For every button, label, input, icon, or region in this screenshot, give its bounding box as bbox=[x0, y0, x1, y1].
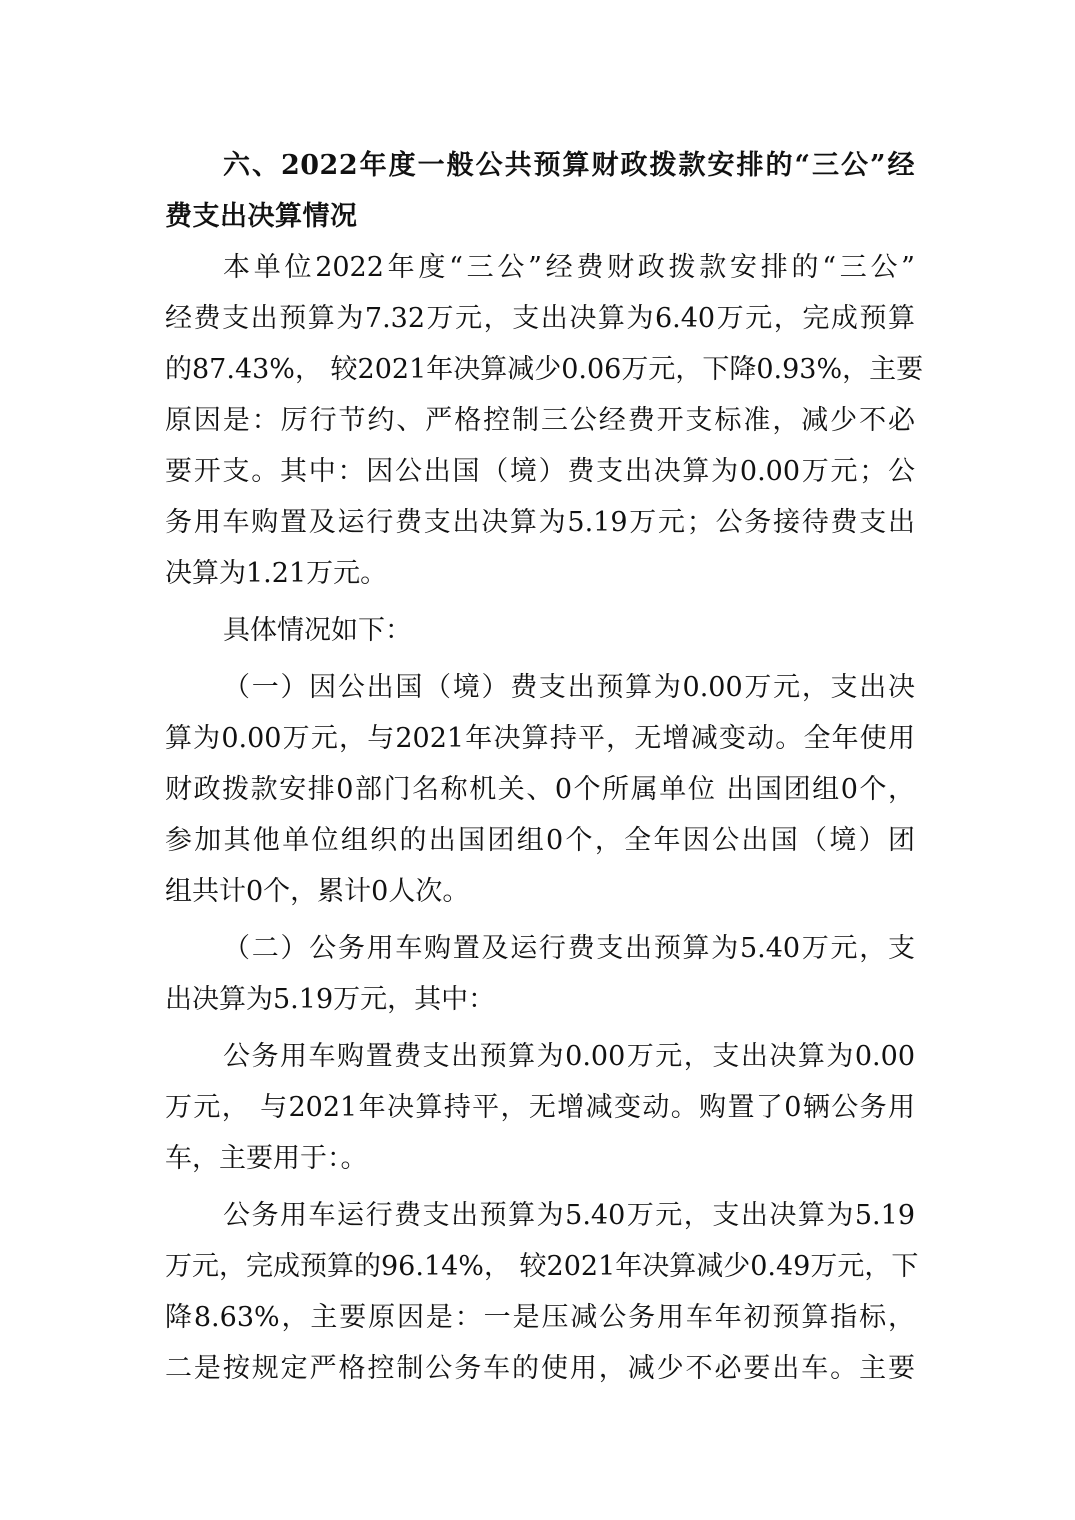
paragraph-line: 原因是：厉行节约、严格控制三公经费开支标准，减少不必 bbox=[165, 405, 915, 436]
paragraph-line: 具体情况如下： bbox=[223, 615, 412, 646]
vehicle-operation-paragraph bbox=[165, 1190, 919, 1394]
paragraph-line: 财政拨款安排0部门名称机关、0个所属单位 出国团组0个， bbox=[165, 774, 915, 805]
paragraph-line: 万元， 与2021年决算持平，无增减变动。购置了0辆公务用 bbox=[165, 1092, 915, 1123]
paragraph-line: 经费支出预算为7.32万元，支出决算为6.40万元，完成预算 bbox=[165, 303, 915, 334]
paragraph-line: 二是按规定严格控制公务车的使用，减少不必要出车。主要 bbox=[165, 1353, 915, 1384]
overseas-travel-paragraph bbox=[165, 662, 915, 917]
paragraph-line: 出决算为5.19万元，其中： bbox=[165, 984, 496, 1015]
paragraph-line: （一）因公出国（境）费支出预算为0.00万元，支出决 bbox=[223, 672, 915, 703]
paragraph-line: 要开支。其中：因公出国（境）费支出决算为0.00万元；公 bbox=[165, 456, 915, 487]
document-page bbox=[165, 140, 924, 1400]
paragraph-line: 参加其他单位组织的出国团组0个，全年因公出国（境）团 bbox=[165, 825, 915, 856]
paragraph-line: 降8.63%，主要原因是：一是压减公务用车年初预算指标， bbox=[165, 1302, 915, 1333]
paragraph-line: 车，主要用于：。 bbox=[165, 1143, 368, 1174]
section-heading bbox=[165, 140, 915, 242]
summary-paragraph bbox=[165, 242, 924, 599]
paragraph-line: 万元，完成预算的96.14%， 较2021年决算减少0.49万元，下 bbox=[165, 1251, 919, 1282]
paragraph-line: 公务用车购置费支出预算为0.00万元，支出决算为0.00 bbox=[223, 1041, 915, 1072]
heading-line-1: 六、2022年度一般公共预算财政拨款安排的“三公”经 bbox=[223, 150, 915, 181]
paragraph-line: （二）公务用车购置及运行费支出预算为5.40万元，支 bbox=[223, 933, 915, 964]
paragraph-line: 决算为1.21万元。 bbox=[165, 558, 388, 589]
heading-line-2: 费支出决算情况 bbox=[165, 201, 358, 232]
paragraph-line: 组共计0个，累计0人次。 bbox=[165, 876, 470, 907]
paragraph-line: 的87.43%， 较2021年决算减少0.06万元，下降0.93%，主要 bbox=[165, 354, 924, 385]
vehicle-summary-paragraph bbox=[165, 923, 915, 1025]
details-intro-paragraph bbox=[165, 605, 915, 656]
paragraph-line: 本单位2022年度“三公”经费财政拨款安排的“三公” bbox=[223, 252, 915, 283]
paragraph-line: 务用车购置及运行费支出决算为5.19万元；公务接待费支出 bbox=[165, 507, 915, 538]
paragraph-line: 公务用车运行费支出预算为5.40万元，支出决算为5.19 bbox=[223, 1200, 915, 1231]
vehicle-purchase-paragraph bbox=[165, 1031, 915, 1184]
paragraph-line: 算为0.00万元，与2021年决算持平，无增减变动。全年使用 bbox=[165, 723, 915, 754]
